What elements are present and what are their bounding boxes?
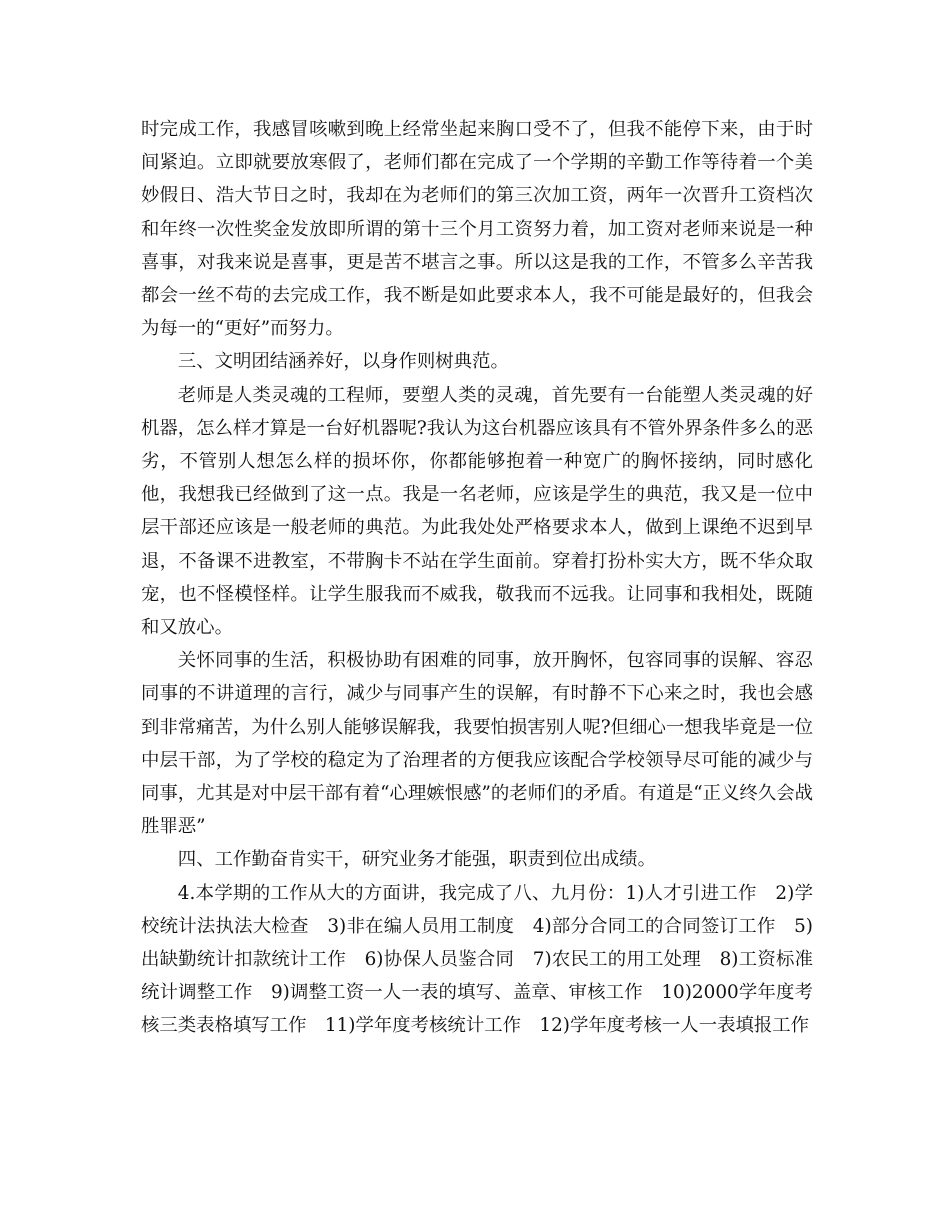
paragraph-work-list: 4.本学期的工作从大的方面讲，我完成了八、九月份：1)人才引进工作 2)学校统计法执法大检查 3)非在编人员用工制度 4)部分合同工的合同签订工作 5)出缺勤统计扣款统计工作 6)协保人员鉴合同 7)农民工的用工处理 8)工资标准统计调整工作 9)调整工资一人一表的填写、盖章、审核工作 10)2000学年度考核三类表格填写工作 11)学年度考核统计工作 12)学年度考核一人一表填报工作 <box>141 882 813 1037</box>
paragraph-continued-work: 时完成工作，我感冒咳嗽到晚上经常坐起来胸口受不了，但我不能停下来，由于时间紧迫。立即就要放寒假了，老师们都在完成了一个学期的辛勤工作等待着一个美妙假日、浩大节日之时，我却在为老师们的第三次加工资，两年一次晋升工资档次和年终一次性奖金发放即所谓的第十三个月工资努力着，加工资对老师来说是一种喜事，对我来说是喜事，更是苦不堪言之事。所以这是我的工作，不管多么辛苦我都会一丝不苟的去完成工作，我不断是如此要求本人，我不可能是最好的，但我会为每一的“更好”而努力。 <box>141 119 813 340</box>
paragraph-colleague-care: 关怀同事的生活，积极协助有困难的同事，放开胸怀，包容同事的误解、容忍同事的不讲道理的言行，减少与同事产生的误解，有时静不下心来之时，我也会感到非常痛苦，为什么别人能够误解我，我要怕损害别人呢?但细心一想我毕竟是一位中层干部，为了学校的稳定为了治理者的方便我应该配合学校领导尽可能的减少与同事，尤其是对中层干部有着“心理嫉恨感”的老师们的矛盾。有道是“正义终久会战胜罪恶” <box>141 650 813 838</box>
section-heading-three: 三、文明团结涵养好，以身作则树典范。 <box>177 351 509 373</box>
document-body <box>141 113 813 1043</box>
section-heading-four: 四、工作勤奋肯实干，研究业务才能强，职责到位出成绩。 <box>177 849 656 871</box>
paragraph-teacher-model: 老师是人类灵魂的工程师，要塑人类的灵魂，首先要有一台能塑人类灵魂的好机器，怎么样才算是一台好机器呢?我认为这台机器应该具有不管外界条件多么的恶劣，不管别人想怎么样的损坏你，你都能够抱着一种宽广的胸怀接纳，同时感化他，我想我已经做到了这一点。我是一名老师，应该是学生的典范，我又是一位中层干部还应该是一般老师的典范。为此我处处严格要求本人，做到上课绝不迟到早退，不备课不进教室，不带胸卡不站在学生面前。穿着打扮朴实大方，既不华众取宠，也不怪模怪样。让学生服我而不威我，敬我而不远我。让同事和我相处，既随和又放心。 <box>141 384 813 639</box>
